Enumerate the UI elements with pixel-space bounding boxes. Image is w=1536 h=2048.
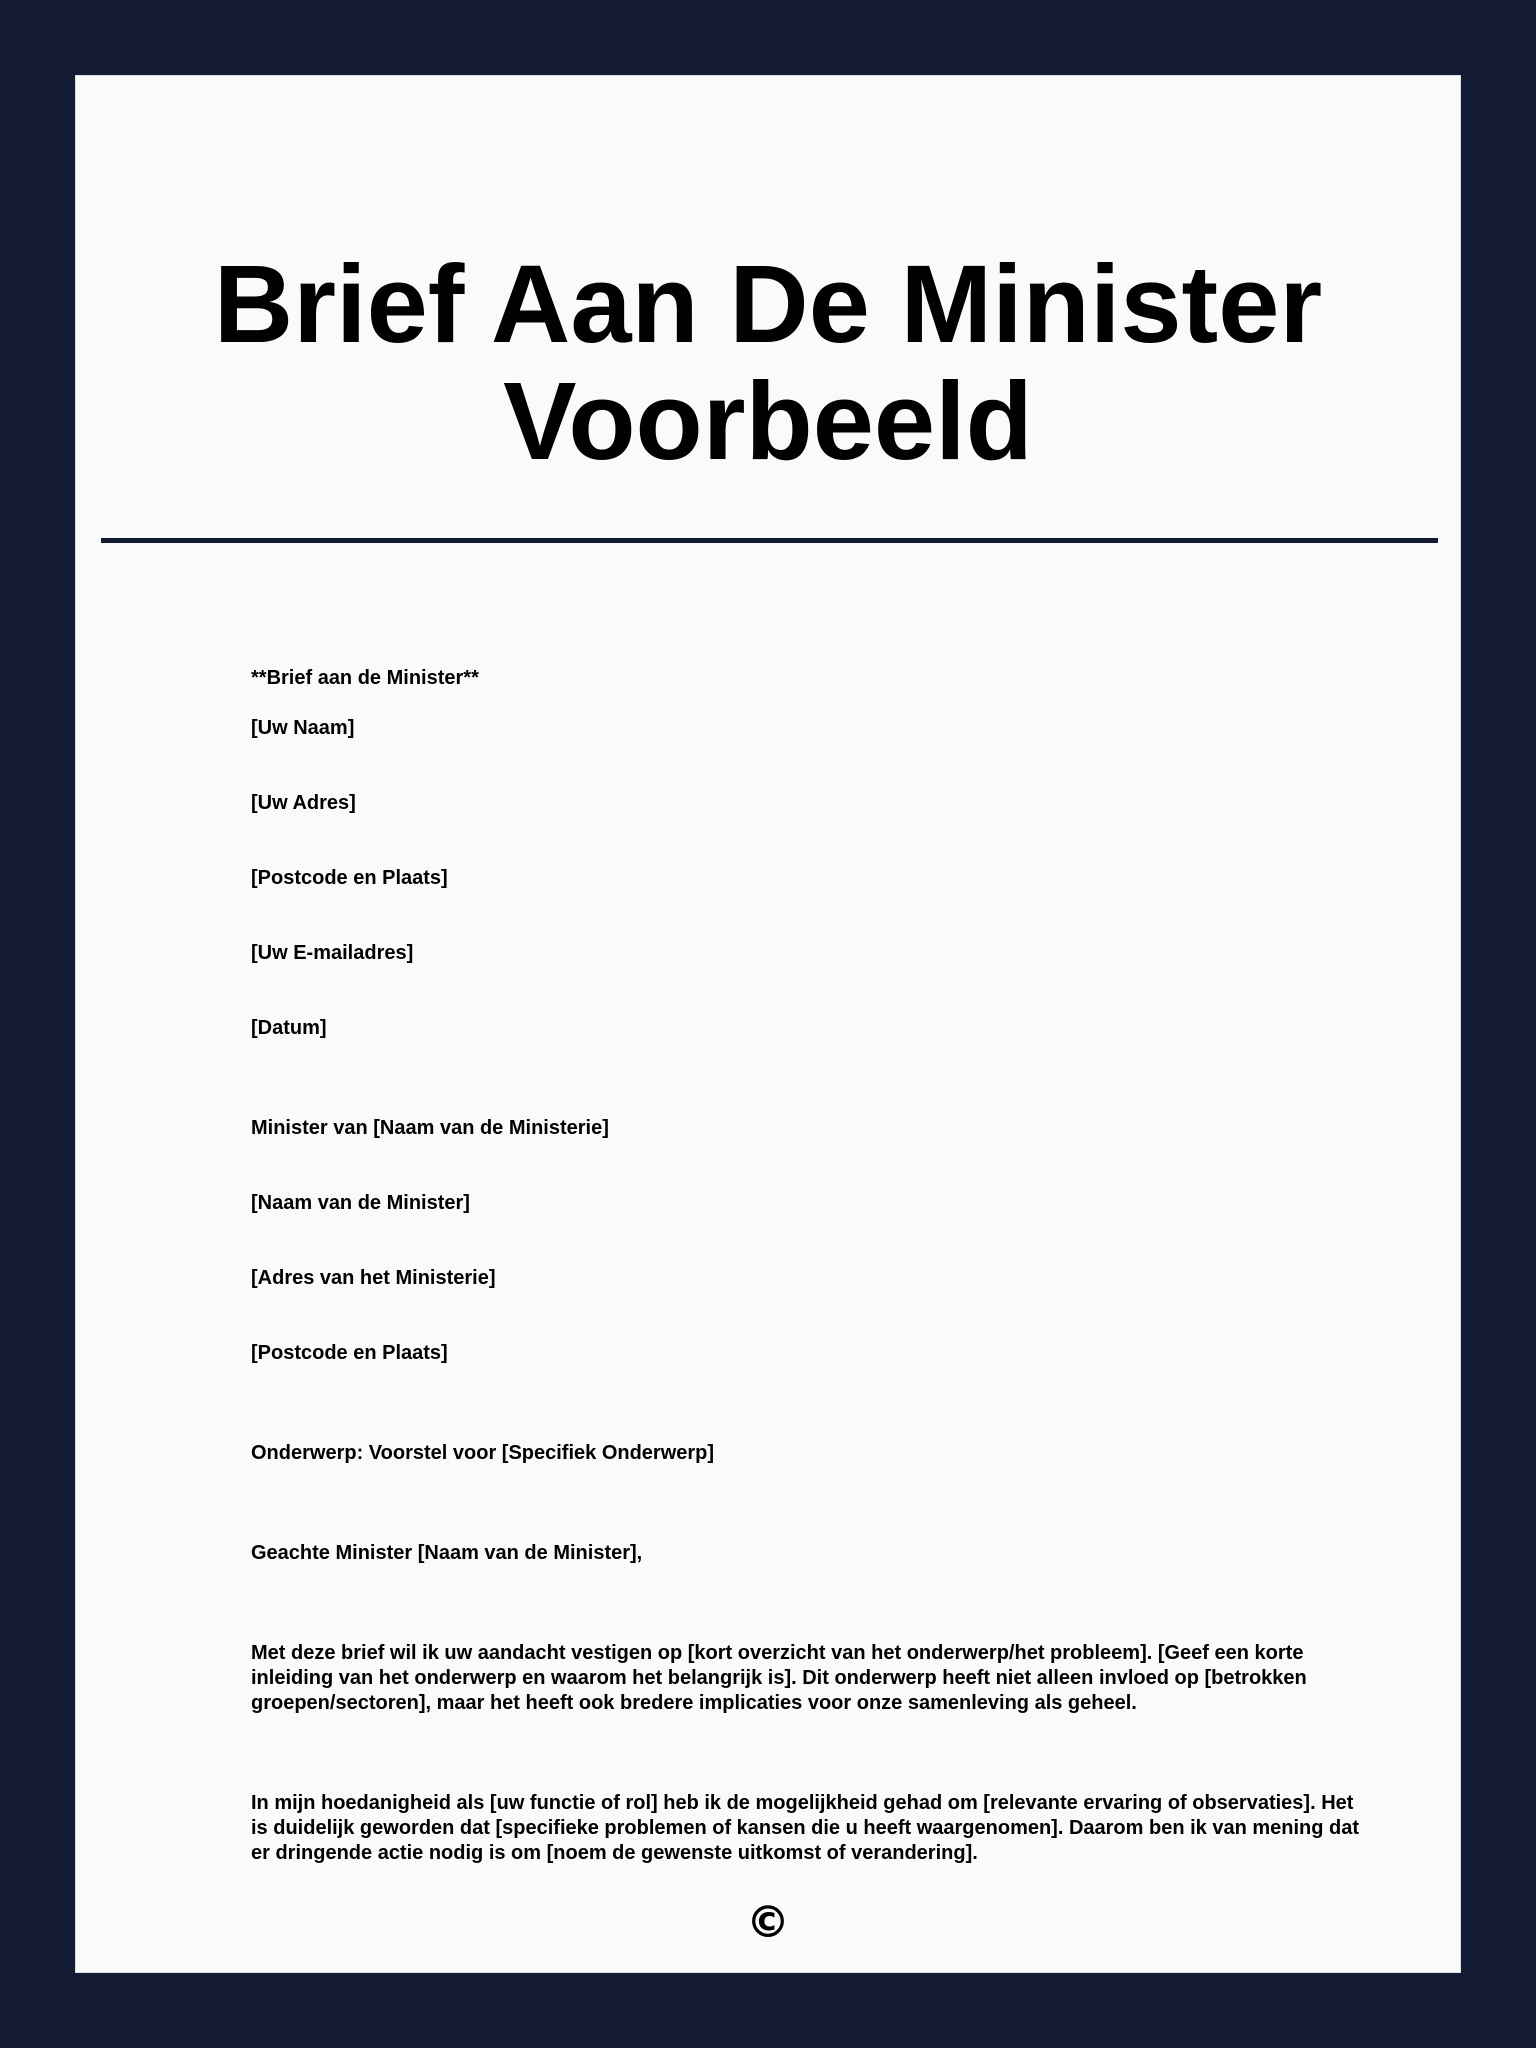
copyright-icon: © [746, 1897, 790, 1948]
sender-address: [Uw Adres] [251, 792, 356, 814]
document-page [75, 75, 1461, 1973]
sender-email: [Uw E-mailadres] [251, 942, 414, 964]
recipient-minister-name: [Naam van de Minister] [251, 1192, 470, 1214]
letter-paragraph: In mijn hoedanigheid als [uw functie of rol] heb ik de mogelijkheid gehad om [relevante ervaring of observaties]. Het is duidelijk geworden dat [specifieke problemen of kansen die u heeft waargenomen]. Daarom ben ik van mening dat er dringende actie nodig is om [noem de gewenste uitkomst of verandering]. [251, 1792, 1360, 1864]
document-title: Brief Aan De Minister Voorbeeld [213, 243, 1323, 483]
letter-date: [Datum] [251, 1017, 327, 1039]
letter-heading: **Brief aan de Minister** [251, 667, 479, 689]
sender-postal-city: [Postcode en Plaats] [251, 867, 448, 889]
recipient-postal-city: [Postcode en Plaats] [251, 1342, 448, 1364]
title-divider [101, 538, 1438, 543]
letter-salutation: Geachte Minister [Naam van de Minister], [251, 1542, 643, 1564]
recipient-ministry: Minister van [Naam van de Ministerie] [251, 1117, 609, 1139]
sender-name: [Uw Naam] [251, 717, 355, 739]
letter-subject: Onderwerp: Voorstel voor [Specifiek Onderwerp] [251, 1442, 715, 1464]
letter-paragraph: Met deze brief wil ik uw aandacht vestigen op [kort overzicht van het onderwerp/het probleem]. [Geef een korte inleiding van het onderwerp en waarom het belangrijk is]. Dit onderwerp heeft niet alleen invloed op [betrokken groepen/sectoren], maar het heeft ook bredere implicaties voor onze samenleving als geheel. [251, 1642, 1307, 1714]
recipient-address: [Adres van het Ministerie] [251, 1267, 496, 1289]
letter-body [251, 666, 1361, 1866]
